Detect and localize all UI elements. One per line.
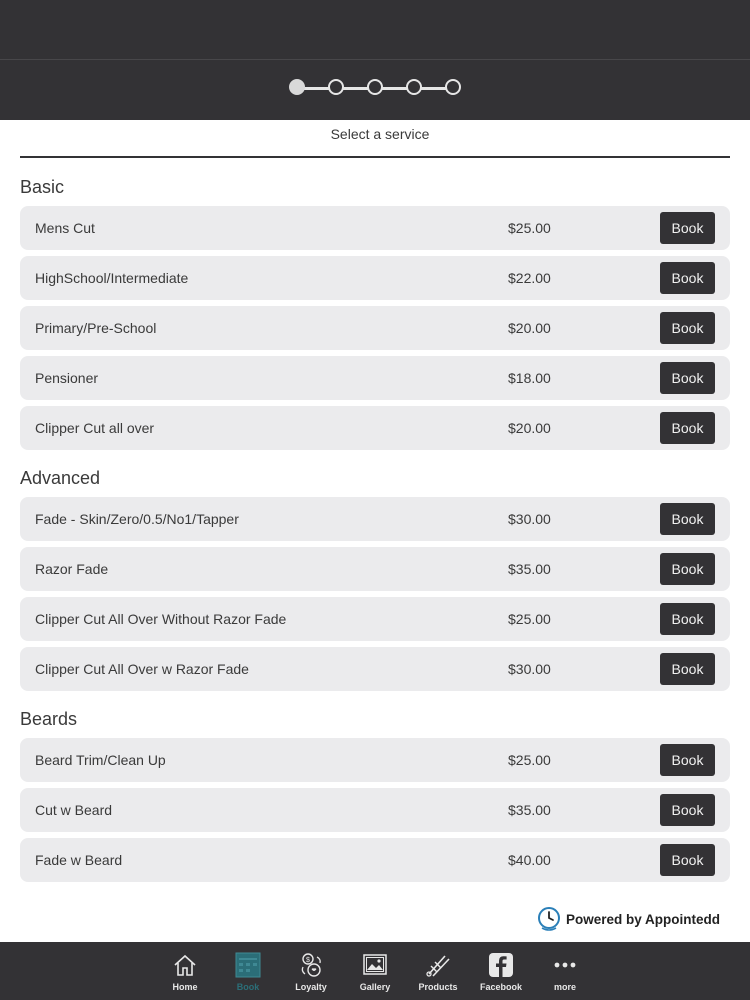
scissors-icon [425,952,451,978]
service-row [20,406,730,450]
service-name: HighSchool/Intermediate [35,270,189,286]
tab-loyalty[interactable] [281,942,341,1000]
book-button[interactable]: Book [660,503,715,535]
service-price: $30.00 [508,661,551,677]
service-price: $18.00 [508,370,551,386]
tab-label: Loyalty [295,982,327,992]
tab-label: more [553,982,576,992]
tab-home[interactable] [155,942,215,1000]
service-price: $25.00 [508,611,551,627]
home-icon [172,952,198,978]
step-connector [421,87,446,90]
service-name: Razor Fade [35,561,109,577]
tab-label: Home [172,982,198,992]
book-button[interactable]: Book [660,653,715,685]
powered-by-text: Powered by Appointedd [566,911,721,927]
service-row [20,547,730,591]
service-price: $35.00 [508,561,551,577]
service-name: Cut w Beard [35,802,113,818]
book-button[interactable]: Book [660,212,715,244]
book-button[interactable]: Book [660,744,715,776]
service-row [20,838,730,882]
svg-text:$: $ [306,957,310,964]
service-name: Clipper Cut all over [35,420,155,436]
service-row [20,738,730,782]
section-title-beards: Beards [20,709,78,729]
loyalty-icon [298,952,324,978]
tab-label: Facebook [479,982,522,992]
service-row [20,306,730,350]
service-row [20,497,730,541]
tab-label: Products [418,982,458,992]
tab-facebook[interactable] [471,942,531,1000]
service-row [20,597,730,641]
service-name: Mens Cut [35,220,95,236]
book-button[interactable]: Book [660,844,715,876]
service-price: $20.00 [508,320,551,336]
gallery-icon [362,952,388,978]
step-1-dot [289,79,305,95]
service-name: Beard Trim/Clean Up [35,752,166,768]
book-button[interactable]: Book [660,362,715,394]
tab-label: Book [236,982,260,992]
service-name: Fade w Beard [35,852,123,868]
page-subtitle: Select a service [330,126,430,142]
tab-book[interactable] [218,942,278,1000]
service-row [20,356,730,400]
book-button[interactable]: Book [660,262,715,294]
step-3-dot [367,79,383,95]
tab-gallery[interactable] [345,942,405,1000]
service-price: $25.00 [508,220,551,236]
service-name: Pensioner [35,370,99,386]
calendar-icon [235,952,261,978]
service-name: Primary/Pre-School [35,320,157,336]
step-connector [343,87,368,90]
service-name: Clipper Cut All Over w Razor Fade [35,661,249,677]
step-2-dot [328,79,344,95]
section-title-advanced: Advanced [20,468,101,488]
service-price: $25.00 [508,752,551,768]
service-row [20,256,730,300]
clock-globe-icon [536,906,562,932]
service-price: $30.00 [508,511,551,527]
step-5-dot [445,79,461,95]
more-dots-icon [552,952,578,978]
service-row [20,647,730,691]
book-button[interactable]: Book [660,312,715,344]
book-button[interactable]: Book [660,603,715,635]
bottom-tab-bar [0,942,750,1000]
section-title-basic: Basic [20,177,65,197]
tab-label: Gallery [359,982,391,992]
facebook-icon [488,952,514,978]
header-divider [20,156,730,158]
service-price: $35.00 [508,802,551,818]
step-4-dot [406,79,422,95]
top-bar [0,0,750,60]
book-button[interactable]: Book [660,794,715,826]
progress-stepper [289,79,461,97]
step-connector [382,87,407,90]
tab-more[interactable] [535,942,595,1000]
service-name: Clipper Cut All Over Without Razor Fade [35,611,287,627]
book-button[interactable]: Book [660,412,715,444]
book-button[interactable]: Book [660,553,715,585]
service-row [20,788,730,832]
service-row [20,206,730,250]
service-price: $40.00 [508,852,551,868]
tab-products[interactable] [408,942,468,1000]
service-price: $22.00 [508,270,551,286]
step-connector [304,87,329,90]
service-name: Fade - Skin/Zero/0.5/No1/Tapper [35,511,239,527]
service-price: $20.00 [508,420,551,436]
powered-by-appointedd[interactable] [536,905,720,933]
